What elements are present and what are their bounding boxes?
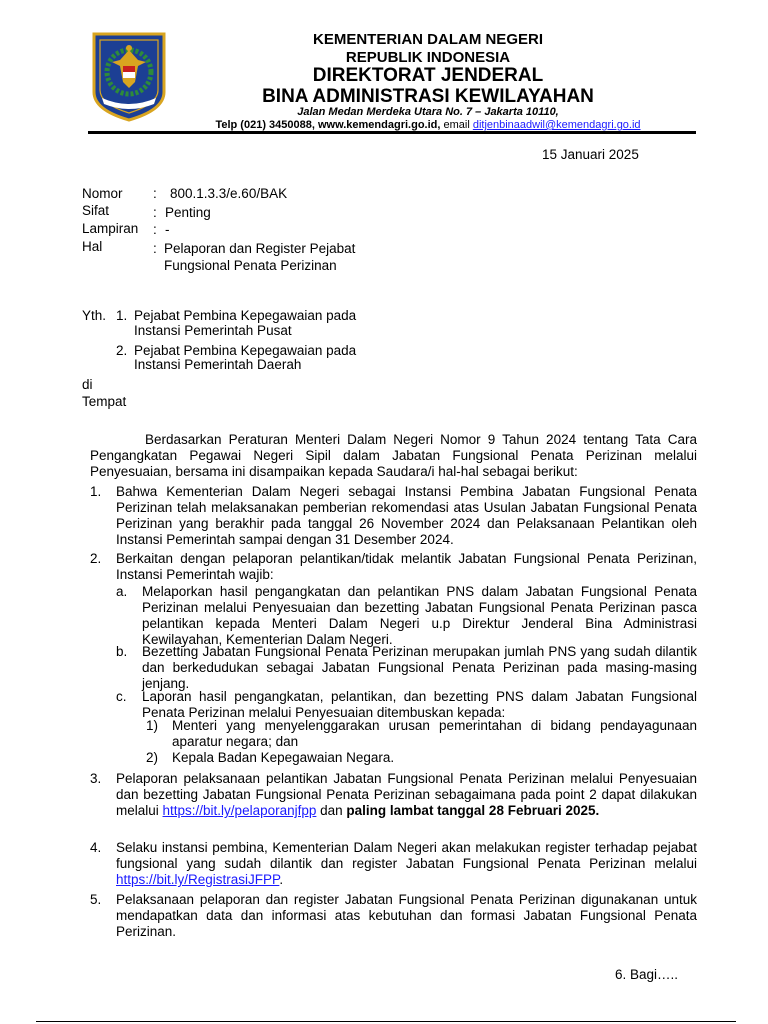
email-label: email bbox=[440, 119, 473, 131]
email-link[interactable]: ditjenbinaadwil@kemendagri.go.id bbox=[472, 119, 641, 131]
letter-date: 15 Januari 2025 bbox=[542, 147, 639, 162]
item-2c2-text: Kepala Badan Kepegawaian Negara. bbox=[172, 750, 395, 765]
yth-label: Yth. bbox=[82, 308, 107, 323]
item-3-and: dan bbox=[316, 803, 347, 818]
hal-value-1: Pelaporan dan Register Pejabat bbox=[164, 241, 356, 256]
item-5-num: 5. bbox=[90, 892, 102, 907]
pelaporan-link[interactable]: https://bit.ly/pelaporanjfpp bbox=[162, 803, 317, 818]
hal-colon: : bbox=[153, 241, 157, 256]
sifat-value: Penting bbox=[165, 205, 211, 220]
nomor-label: Nomor bbox=[82, 186, 123, 201]
item-4-body: Selaku instansi pembina, Kementerian Dalam Negeri akan melakukan register terhadap pejabat fungsional yang sudah dilantik dan register Jabatan Fungsional Penata Perizinan melalui bbox=[116, 840, 697, 871]
letterhead-line1: KEMENTERIAN DALAM NEGERI bbox=[312, 31, 543, 48]
next-page-marker: 6. Bagi….. bbox=[615, 967, 679, 982]
item-2c2-num: 2) bbox=[146, 750, 159, 765]
lampiran-value: - bbox=[165, 222, 170, 237]
item-1-text: Bahwa Kementerian Dalam Negeri sebagai Instansi Pembina Jabatan Fungsional Penata Perizinan telah melaksanakan pemberian rekomendasi atas Usulan Jabatan Fungsional Penata Perizinan yang berakhir pada tanggal 26 November 2024 dan Pelaksanaan Pelantikan oleh Instansi Pemerintah sampai dengan 31 Desember 2024. bbox=[116, 484, 697, 547]
footer-rule bbox=[36, 1021, 736, 1022]
item-2c1-num: 1) bbox=[146, 718, 159, 733]
addressee-2-line1: Pejabat Pembina Kepegawaian pada bbox=[134, 343, 357, 358]
addressee-2-num: 2. bbox=[116, 343, 128, 358]
item-4-end: . bbox=[279, 872, 284, 887]
item-2a-text: Melaporkan hasil pengangkatan dan pelantikan PNS dalam Jabatan Fungsional Penata Perizinan melalui Penyesuaian dan bezetting Jabatan Fungsional Penata Perizinan pasca pelantikan kepada Menteri Dalam Negeri u.p Direktur Jenderal Bina Administrasi Kewilayahan, Kementerian Dalam Negeri. bbox=[142, 584, 697, 647]
nomor-value: 800.1.3.3/e.60/BAK bbox=[170, 186, 288, 201]
ministry-emblem bbox=[90, 30, 168, 122]
hal-label: Hal bbox=[82, 239, 103, 254]
item-2-num: 2. bbox=[90, 551, 102, 566]
item-3-num: 3. bbox=[90, 771, 102, 786]
sifat-colon: : bbox=[153, 205, 157, 220]
item-2c-text: Laporan hasil pengangkatan, pelantikan, dan bezetting PNS dalam Jabatan Fungsional Penata Perizinan melalui Penyesuaian ditembuskan kepada: bbox=[142, 689, 697, 720]
addressee-2-line2: Instansi Pemerintah Daerah bbox=[134, 357, 302, 372]
addressee-1-num: 1. bbox=[116, 308, 128, 323]
item-3-text bbox=[116, 771, 697, 819]
addressee-1-line2: Instansi Pemerintah Pusat bbox=[134, 323, 292, 338]
item-2b-text: Bezetting Jabatan Fungsional Penata Perizinan merupakan jumlah PNS yang sudah dilantik dan berkedudukan sebagai Jabatan Fungsional Penata Perizinan pada masing-masing jenjang. bbox=[142, 644, 697, 691]
item-2c1-text: Menteri yang menyelenggarakan urusan pemerintahan di bidang pendayagunaan aparatur negara; dan bbox=[172, 718, 697, 749]
sifat-label: Sifat bbox=[82, 203, 110, 218]
item-1-num: 1. bbox=[90, 484, 102, 499]
letterhead-line2: REPUBLIK INDONESIA bbox=[345, 49, 511, 66]
item-4-text bbox=[116, 840, 697, 888]
registrasi-link[interactable]: https://bit.ly/RegistrasiJFPP bbox=[116, 872, 280, 887]
item-5-text: Pelaksanaan pelaporan dan register Jabatan Fungsional Penata Perizinan digunakanan untuk mendapatkan data dan informasi atas kebutuhan dan formasi Jabatan Fungsional Penata Perizinan. bbox=[116, 892, 697, 939]
lampiran-label: Lampiran bbox=[82, 221, 139, 236]
addressee-1-line1: Pejabat Pembina Kepegawaian pada bbox=[134, 308, 357, 323]
letterhead-contact bbox=[160, 119, 696, 131]
item-2b-num: b. bbox=[116, 644, 128, 659]
tempat-label: Tempat bbox=[82, 394, 127, 409]
letterhead-line3: DIREKTORAT JENDERAL bbox=[312, 65, 544, 86]
item-2-text: Berkaitan dengan pelaporan pelantikan/tidak melantik Jabatan Fungsional Penata Perizinan, Instansi Pemerintah wajib: bbox=[116, 551, 697, 582]
item-2c-num: c. bbox=[116, 689, 127, 704]
item-3-body: Pelaporan pelaksanaan pelantikan Jabatan Fungsional Penata Perizinan melalui Penyesuaian dan bezetting Jabatan Fungsional Penata Perizinan sebagaimana pada point 2 dapat dilakukan melalui bbox=[116, 771, 697, 818]
letterhead-line4: BINA ADMINISTRASI KEWILAYAHAN bbox=[262, 86, 594, 107]
nomor-colon: : bbox=[153, 186, 157, 201]
deadline-text: paling lambat tanggal 28 Februari 2025. bbox=[346, 803, 600, 818]
letterhead-divider bbox=[88, 131, 696, 134]
hal-value-2: Fungsional Penata Perizinan bbox=[164, 258, 337, 273]
item-4-num: 4. bbox=[90, 840, 102, 855]
intro-paragraph: Berdasarkan Peraturan Menteri Dalam Negeri Nomor 9 Tahun 2024 tentang Tata Cara Pengangkatan Pegawai Negeri Sipil dalam Jabatan Fungsional Penata Perizinan melalui Penyesuaian, bersama ini disampaikan kepada Saudara/i hal-hal sebagai berikut: bbox=[90, 432, 697, 479]
letterhead-address: Jalan Medan Merdeka Utara No. 7 – Jakarta 10110, bbox=[297, 106, 559, 118]
item-2a-num: a. bbox=[116, 584, 128, 599]
lampiran-colon: : bbox=[153, 222, 157, 237]
di-label: di bbox=[82, 377, 93, 392]
contact-text: Telp (021) 3450088, www.kemendagri.go.id, bbox=[215, 119, 441, 131]
